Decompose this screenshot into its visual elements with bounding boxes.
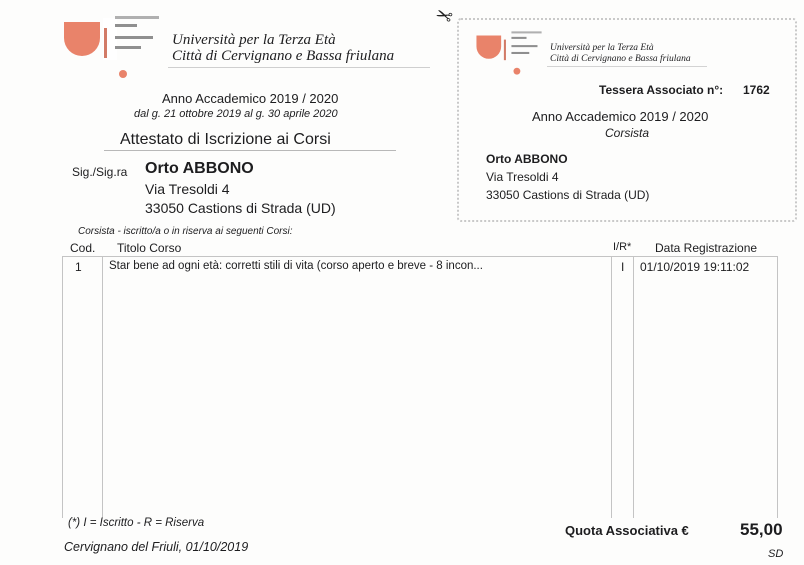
ute-logo-small (473, 30, 543, 78)
operator-initials: SD (768, 548, 784, 560)
membership-card (457, 18, 797, 222)
card-role: Corsista (605, 126, 650, 140)
row-date: 01/10/2019 19:11:02 (640, 260, 750, 274)
recipient-name: Orto ABBONO (145, 160, 254, 177)
academic-year: Anno Accademico 2019 / 2020 (162, 91, 339, 106)
salutation-label: Sig./Sig.ra (72, 165, 128, 179)
row-cod: 1 (75, 260, 82, 274)
document-title: Attestato di Iscrizione ai Corsi (120, 131, 331, 148)
org-name-line1: Università per la Terza Età (172, 32, 336, 48)
header-cod: Cod. (70, 241, 96, 255)
quota-label: Quota Associativa € (565, 523, 689, 538)
legend-note: (*) I = Iscritto - R = Riserva (68, 517, 205, 529)
academic-period: dal g. 21 ottobre 2019 al g. 30 aprile 2020 (134, 108, 338, 120)
header-ir: I/R* (613, 241, 632, 253)
courses-intro: Corsista - iscritto/a o in riserva ai seguenti Corsi: (78, 226, 293, 237)
card-tessera-label: Tessera Associato n°: (599, 83, 724, 97)
ute-logo (60, 14, 160, 84)
recipient-city: 33050 Castions di Strada (UD) (145, 200, 336, 216)
org-name-line2: Città di Cervignano e Bassa friulana (172, 48, 395, 64)
card-city: 33050 Castions di Strada (UD) (486, 188, 650, 202)
quota-value: 55,00 (740, 520, 783, 539)
row-ir: I (621, 260, 625, 274)
card-name: Orto ABBONO (486, 152, 568, 166)
courses-table (62, 256, 778, 518)
card-org-line2: Città di Cervignano e Bassa friulana (550, 54, 691, 64)
row-title: Star bene ad ogni età: corretti stili di vita (corso aperto e breve - 8 incon... (109, 260, 483, 272)
place-date: Cervignano del Friuli, 01/10/2019 (64, 540, 249, 554)
card-academic-year: Anno Accademico 2019 / 2020 (532, 109, 709, 124)
card-org-line1: Università per la Terza Età (550, 43, 654, 53)
recipient-street: Via Tresoldi 4 (145, 181, 230, 197)
card-tessera-number: 1762 (743, 83, 770, 97)
card-street: Via Tresoldi 4 (486, 170, 559, 184)
header-date: Data Registrazione (655, 241, 758, 255)
header-title: Titolo Corso (117, 241, 182, 255)
scissors-icon: ✂ (432, 0, 457, 28)
